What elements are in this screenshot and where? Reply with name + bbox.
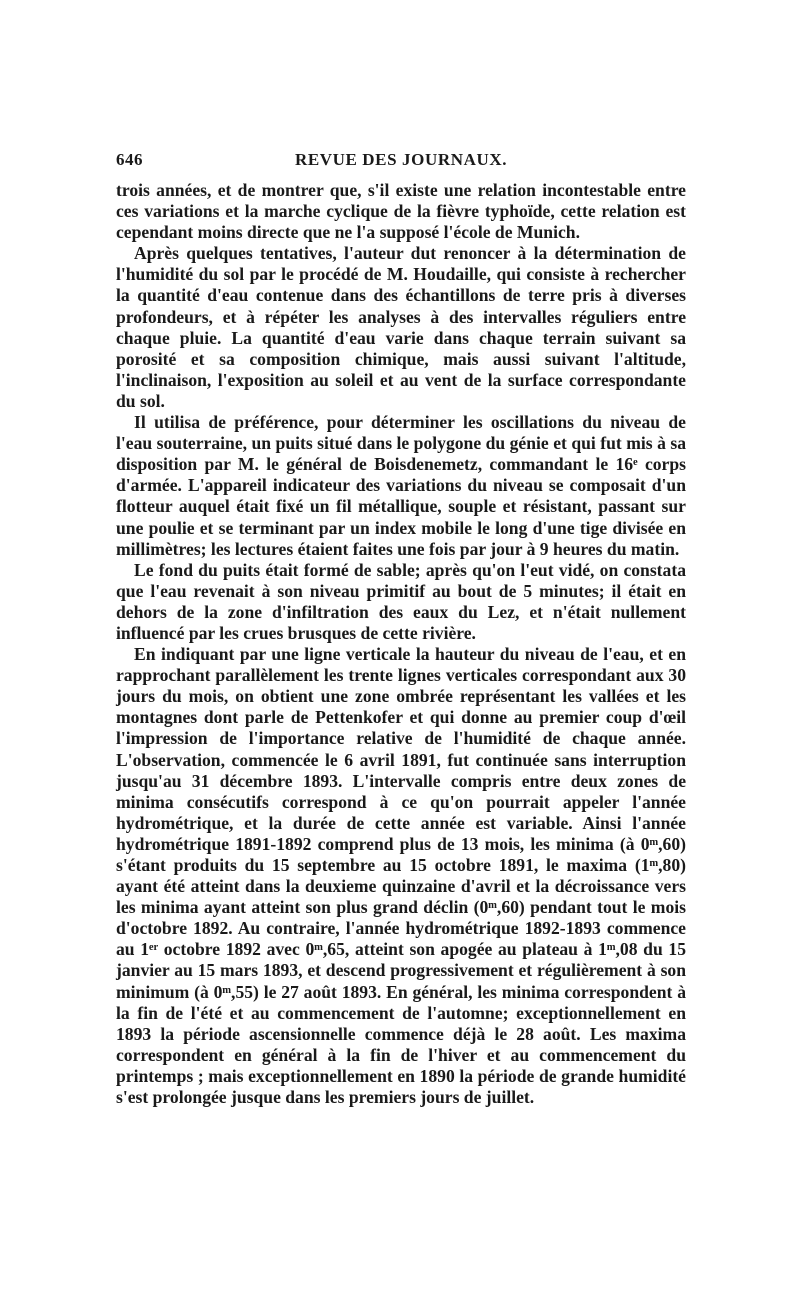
page-number: 646 <box>116 150 143 169</box>
paragraph-soil-humidity: Après quelques tentatives, l'auteur dut renoncer à la détermination de l'humidité du sol par le procédé de M. Houdaille, qui consiste à rechercher la quantité d'eau contenue dans des échantillons de terre pris à diverses profondeurs, et à répéter les analyses à des intervalles réguliers entre chaque pluie. La quantité d'eau varie dans chaque terrain suivant sa porosité et sa composition chimique, mais aussi suivant l'altitude, l'inclinaison, l'exposition au soleil et au vent de la surface correspondante du sol. <box>116 243 686 411</box>
paragraph-well-apparatus: Il utilisa de préférence, pour déterminer les oscillations du niveau de l'eau souterraine, un puits situé dans le polygone du génie et qui fut mis à sa disposition par M. le général de Boisdenemetz, commandant le 16ᵉ corps d'armée. L'appareil indicateur des variations du niveau se composait d'un flotteur auquel était fixé un fil métallique, souple et résistant, passant sur une poulie et se terminant par un index mobile le long d'une tige divisée en millimètres; les lectures étaient faites une fois par jour à 9 heures du matin. <box>116 412 686 559</box>
journal-title: REVUE DES JOURNAUX. <box>294 150 508 169</box>
paragraph-continuation: trois années, et de montrer que, s'il existe une relation incontestable entre ces variations et la marche cyclique de la fièvre typhoïde, cette relation est cependant moins directe que ne l'a supposé l'école de Munich. <box>116 180 686 243</box>
running-head <box>116 150 686 174</box>
paragraph-hydrometric-year: En indiquant par une ligne verticale la hauteur du niveau de l'eau, et en rapprochant parallèlement les trente lignes verticales correspondant aux 30 jours du mois, on obtient une zone ombrée représentant les vallées et les montagnes dont parle de Pettenkofer et qui donne au premier coup d'œil l'impression de l'importance relative de l'humidité de chaque année. L'observation, commencée le 6 avril 1891, fut continuée sans interruption jusqu'au 31 décembre 1893. L'intervalle compris entre deux zones de minima consécutifs correspond à ce qu'on pourrait appeler l'année hydrométrique, et la durée de cette année est variable. Ainsi l'année hydrométrique 1891-1892 comprend plus de 13 mois, les minima (à 0ᵐ,60) s'étant produits du 15 septembre au 15 octobre 1891, le maxima (1ᵐ,80) ayant été atteint dans la deuxieme quinzaine d'avril et la décroissance vers les minima ayant atteint son plus grand déclin (0ᵐ,60) pendant tout le mois d'octobre 1892. Au contraire, l'année hydrométrique 1892-1893 commence au 1ᵉʳ octobre 1892 avec 0ᵐ,65, atteint son apogée au plateau à 1ᵐ,08 du 15 janvier au 15 mars 1893, et descend progressivement et régulièrement à son minimum (à 0ᵐ,55) le 27 août 1893. En général, les minima correspondent à la fin de l'été et au commencement de l'automne; exceptionnellement en 1893 la période ascensionnelle commence déjà le 28 août. Les maxima correspondent en général à la fin de l'hiver et au commencement du printemps ; mais exceptionnellement en 1890 la période de grande humidité s'est prolongée jusque dans les premiers jours de juillet. <box>116 644 686 1108</box>
article-body <box>116 180 686 1108</box>
paragraph-well-bottom: Le fond du puits était formé de sable; après qu'on l'eut vidé, on constata que l'eau revenait à son niveau primitif au bout de 5 minutes; il était en dehors de la zone d'infiltration des eaux du Lez, et n'était nullement influencé par les crues brusques de cette rivière. <box>116 559 686 643</box>
